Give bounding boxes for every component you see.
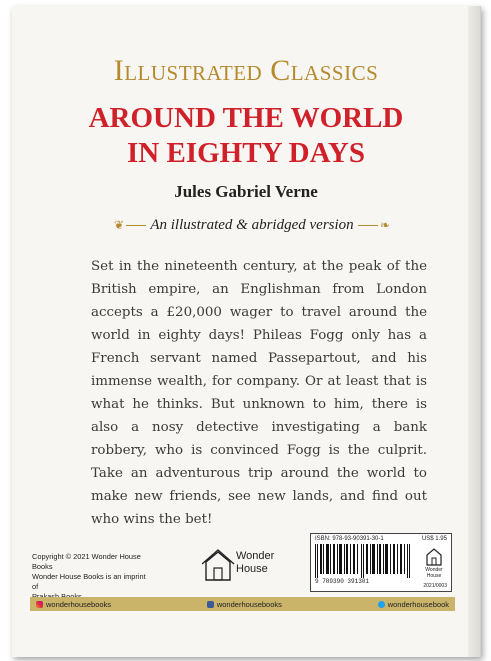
publisher-small-label: Wonder House [425, 567, 443, 579]
instagram-text: wonderhousebooks [46, 599, 112, 609]
instagram-icon [36, 601, 43, 608]
facebook-icon [207, 601, 214, 608]
author-name: Jules Gabriel Verne [174, 182, 318, 201]
blurb-text: Set in the nineteenth century, at the peak of the British empire, an Englishman from London accepts a £20,000 wager to travel around the world in eighty days! Phileas Fogg only has a French servant named Passepartout, and his immense wealth, for company. Or at least that is what he thinks. But unknown to him, there is also a nosy detective investigating a bank robbery, who is convinced Fogg is the culprit. Take an adventurous trip around the world to make new friends, see new lands, and find out who wins the bet! [91, 259, 427, 527]
facebook-handle[interactable] [207, 600, 282, 609]
book-title-line-2: IN EIGHTY DAYS [127, 137, 365, 169]
twitter-handle[interactable] [378, 600, 449, 609]
tagline-banner [112, 212, 392, 238]
barcode-box [310, 533, 452, 592]
copyright-line: Copyright © 2021 Wonder House Books [32, 552, 141, 571]
print-code: 2021/0003 [423, 583, 447, 589]
logo-word-2: House [236, 563, 268, 575]
publisher-house-icon [425, 546, 443, 566]
book-title-line-1: AROUND THE WORLD [88, 102, 404, 134]
ornament-right-icon: ❧ [379, 218, 391, 232]
series-title: Illustrated Classics [113, 54, 379, 87]
price-label: US$ 1.95 [421, 536, 447, 542]
instagram-handle[interactable] [36, 600, 111, 609]
tagline: An illustrated & abridged version [150, 216, 354, 233]
logo-word-1: Wonder [236, 550, 275, 562]
social-bar [30, 597, 455, 611]
divider-line [126, 225, 146, 226]
back-cover [12, 6, 481, 657]
isbn-label: ISBN: 978-93-90391-30-1 [315, 536, 384, 542]
copyright-block [32, 552, 152, 602]
twitter-icon [378, 601, 385, 608]
twitter-text: wonderhousebook [387, 599, 449, 609]
ornament-left-icon: ❦ [114, 218, 125, 232]
divider-line [358, 225, 378, 226]
facebook-text: wonderhousebooks [216, 599, 282, 609]
isbn-number: 9 789390 391301 [315, 578, 370, 585]
barcode-icon [315, 544, 411, 578]
imprint-line: Wonder House Books is an imprint of [32, 572, 146, 591]
